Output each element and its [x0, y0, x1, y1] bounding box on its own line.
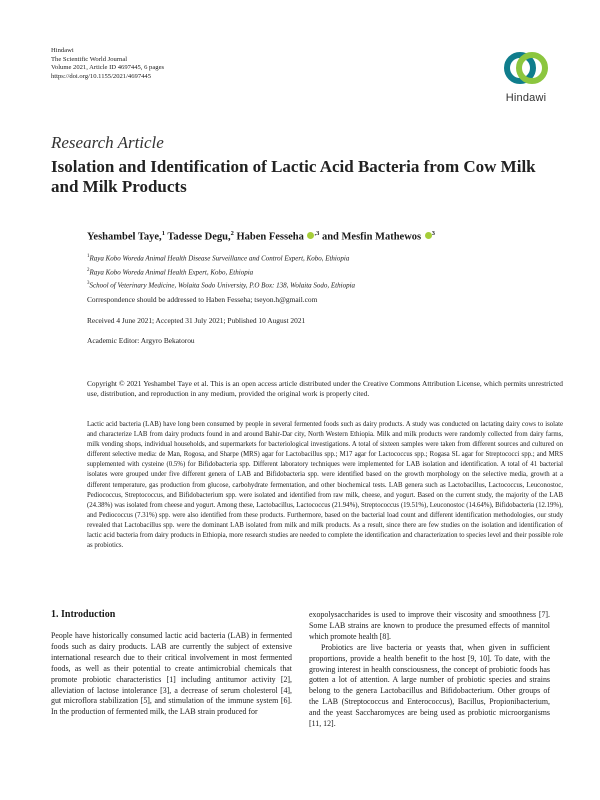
affiliation-number: 3 — [87, 281, 90, 287]
author-name[interactable]: Yeshambel Taye, — [87, 231, 162, 243]
article-title: Isolation and Identification of Lactic Acid Bacteria from Cow Milk and Milk Products — [51, 157, 536, 196]
intro-paragraph: exopolysaccharides is used to improve their viscosity and smoothness [7]. Some LAB strains are known to produce the presumed effects of mannitol which promote health [8]. — [309, 610, 550, 641]
correspondence: Correspondence should be addressed to Haben Fesseha; tseyon.h@gmail.com — [87, 295, 318, 304]
author-sup: 2 — [230, 230, 234, 237]
author-sup: 3 — [431, 230, 436, 237]
affiliation-number: 1 — [87, 254, 90, 259]
affiliation-text: Raya Kobo Woreda Animal Health Disease Surveillance and Control Expert, Kobo, Ethiopia — [89, 254, 350, 263]
section-heading: 1. Introduction — [51, 609, 116, 620]
hindawi-logo-text: Hindawi — [505, 92, 547, 104]
author-name[interactable]: and Mesfin Mathewos — [319, 231, 422, 243]
academic-editor: Academic Editor: Argyro Bekatorou — [87, 336, 195, 345]
author-name[interactable]: Tadesse Degu, — [164, 231, 231, 243]
journal-doi-link[interactable]: https://doi.org/10.1155/2021/4697445 — [51, 72, 152, 80]
affiliation-item — [87, 251, 355, 265]
affiliation-text: Raya Kobo Woreda Animal Health Expert, Kobo, Ethiopia — [89, 268, 254, 277]
journal-volume: Volume 2021, Article ID 4697445, 6 pages — [51, 64, 165, 72]
hindawi-logo[interactable] — [497, 44, 555, 106]
copyright-notice: Copyright © 2021 Yeshambel Taye et al. This is an open access article distributed under the Creative Commons Attribution License, which permits unrestricted use, distribution, and reproduction in any medium, provided the original work is properly cited. — [87, 379, 563, 399]
journal-publisher: Hindawi — [51, 47, 74, 54]
journal-name: The Scientific World Journal — [51, 55, 128, 63]
abstract: Lactic acid bacteria (LAB) have long been consumed by people in several fermented foods such as dairy products. A study was conducted on lactating dairy cows to isolate and characterize LAB from dairy products found in and around Bahir-Dar city, North Western Ethiopia. Milk and milk products were randomly collected from dairy farms, milk vending shops, individual households, and supermarkets for bacteriological investigations. A total of sixteen samples were taken from different sources and cultured on different selective media: de Man, Rogosa, and Sharpe (MRS) agar for Lactobacillus spp.; M17 agar for Lactococcus spp.; Rogasa SL agar for Streptococci spp.; and MRS supplemented with cysteine (0.5%) for Bifidobacteria spp. Different laboratory techniques were implemented for LAB isolation and identification. A total of 41 bacterial isolates were grouped under five different genera of LAB and Bifidobacteria spp. were identified based on the growth morphology on the selective media, growth at a different temperature, gas production from glucose, carbohydrate fermentation, and other biochemical tests. LAB genera such as Lactobacillus, Lactococcus, Leuconostoc, Pediococcus, Streptococcus, and Bifidobacterium spp. were isolated and identified from raw milk, cheese, and yogurt. Based on the current study, the majority of the LAB (24.38%) was isolated from cheese and yogurt. Among these, Lactobacillus, Lactococcus (21.94%), Streptococcus (19.51%), Leuconostoc (14.64%), Bifidobacteria (12.19%), and Pediococcus (7.31%) spp. were also identified from these products. Furthermore, based on the bacterial load count and different identification methodologies, our study revealed that Lactobacillus spp. were the dominant LAB isolated from milk and milk products. As a result, since there are few studies on the isolation and identification of lactic acid bacteria from dairy products in Ethiopia, more research studies are needed to complete the identification and characterization to species level and their possible role as probiotics. — [87, 421, 563, 550]
orcid-icon[interactable] — [425, 232, 432, 239]
author-list — [87, 230, 435, 243]
author-name[interactable]: Haben Fesseha — [233, 231, 304, 243]
intro-paragraph: Probiotics are live bacteria or yeasts that, when given in sufficient proportions, provide a health benefit to the host [9, 10]. To date, with the growing interest in health consciousness, the concept of probiotic foods has gotten a lot of attention. A large number of probiotic species and strains belong to the genera Lactobacillus and Bifidobacterium. Other groups of the LAB (Streptococcus and Enterococcus), Bacillus, Propionibacterium, and the yeast Saccharomyces are being used as probiotic microorganisms [11, 12]. — [309, 642, 550, 729]
author-sup: 1 — [161, 230, 165, 237]
affiliation-item — [87, 278, 355, 292]
journal-info — [51, 47, 164, 81]
article-type: Research Article — [51, 133, 164, 152]
intro-left-column: People have historically consumed lactic acid bacteria (LAB) in fermented foods such as dairy products. LAB are currently the subject of extensive international research due to their critical involvement in most fermented foods, as well as their potential to create antimicrobial chemicals that promote probiotic characteristics [1] including antitumor activity [2], alleviation of lactose intolerance [3], a decrease of serum cholesterol [4], gut microflora stabilization [5], and stimulation of the immune system [6]. In the production of fermented milk, the LAB strain produced for — [51, 631, 292, 717]
affiliation-item — [87, 265, 355, 279]
publication-dates: Received 4 June 2021; Accepted 31 July 2021; Published 10 August 2021 — [87, 316, 306, 325]
intro-right-column — [309, 610, 550, 730]
hindawi-logo-icon — [497, 44, 555, 92]
affiliation-number: 2 — [87, 267, 90, 273]
author-sup: ,3 — [314, 230, 320, 237]
affiliations — [87, 251, 355, 292]
affiliation-text: School of Veterinary Medicine, Wolaita Sodo University, P.O Box: 138, Wolaita Sodo, Ethiopia — [89, 281, 356, 290]
